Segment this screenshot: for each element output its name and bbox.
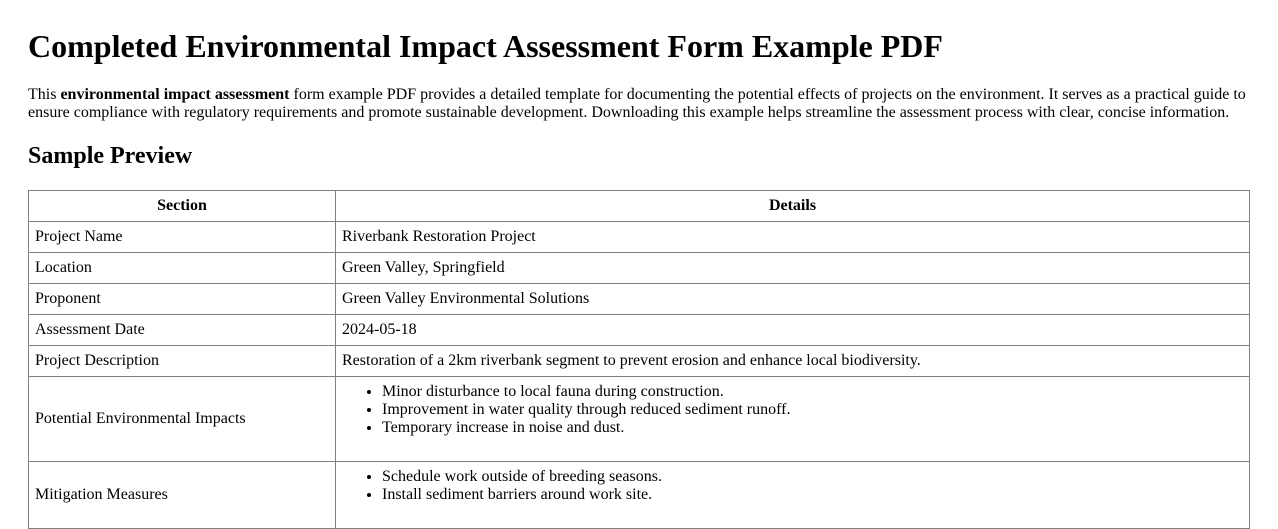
list-item: • Install sediment barriers around work site. [382, 486, 1243, 504]
table-row [29, 315, 1250, 346]
row-label: Assessment Date [29, 315, 336, 346]
row-value: Riverbank Restoration Project [336, 222, 1250, 253]
row-value: 2024-05-18 [336, 315, 1250, 346]
list-item: • Improvement in water quality through reduced sediment runoff. [382, 401, 1243, 419]
row-label: Proponent [29, 284, 336, 315]
intro-bold-keyword: environmental impact assessment [60, 86, 290, 103]
row-label: Mitigation Measures [29, 462, 336, 529]
header-section: Section [29, 191, 336, 222]
intro-prefix: This [28, 86, 61, 103]
row-label: Location [29, 253, 336, 284]
row-value: Green Valley Environmental Solutions [336, 284, 1250, 315]
row-value: Green Valley, Springfield [336, 253, 1250, 284]
table-row [29, 222, 1250, 253]
row-value-list [336, 377, 1250, 462]
assessment-table [28, 190, 1250, 529]
list-item: • Temporary increase in noise and dust. [382, 419, 1243, 437]
sample-preview-heading: Sample Preview [28, 143, 193, 169]
row-value-list [336, 462, 1250, 529]
table-row [29, 346, 1250, 377]
table-row [29, 253, 1250, 284]
intro-suffix: form example PDF provides a detailed template for documenting the potential effects of projects on the environment. It serves as a practical guide to ensure compliance with regulatory requirements and promote sustainable development. Downloading this example helps streamline the assessment process with clear, concise information. [28, 86, 1246, 121]
row-label: Potential Environmental Impacts [29, 377, 336, 462]
row-label: Project Description [29, 346, 336, 377]
list-item: • Minor disturbance to local fauna during construction. [382, 383, 1243, 401]
header-details: Details [336, 191, 1250, 222]
row-value: Restoration of a 2km riverbank segment to prevent erosion and enhance local biodiversity. [336, 346, 1250, 377]
table-row [29, 377, 1250, 462]
table-row [29, 462, 1250, 529]
intro-paragraph [28, 86, 1250, 122]
row-label: Project Name [29, 222, 336, 253]
list-item: • Schedule work outside of breeding seasons. [382, 468, 1243, 486]
page-title: Completed Environmental Impact Assessment Form Example PDF [28, 28, 943, 64]
table-header-row [29, 191, 1250, 222]
table-row [29, 284, 1250, 315]
mitigation-list [342, 468, 1243, 522]
impacts-list [342, 383, 1243, 455]
